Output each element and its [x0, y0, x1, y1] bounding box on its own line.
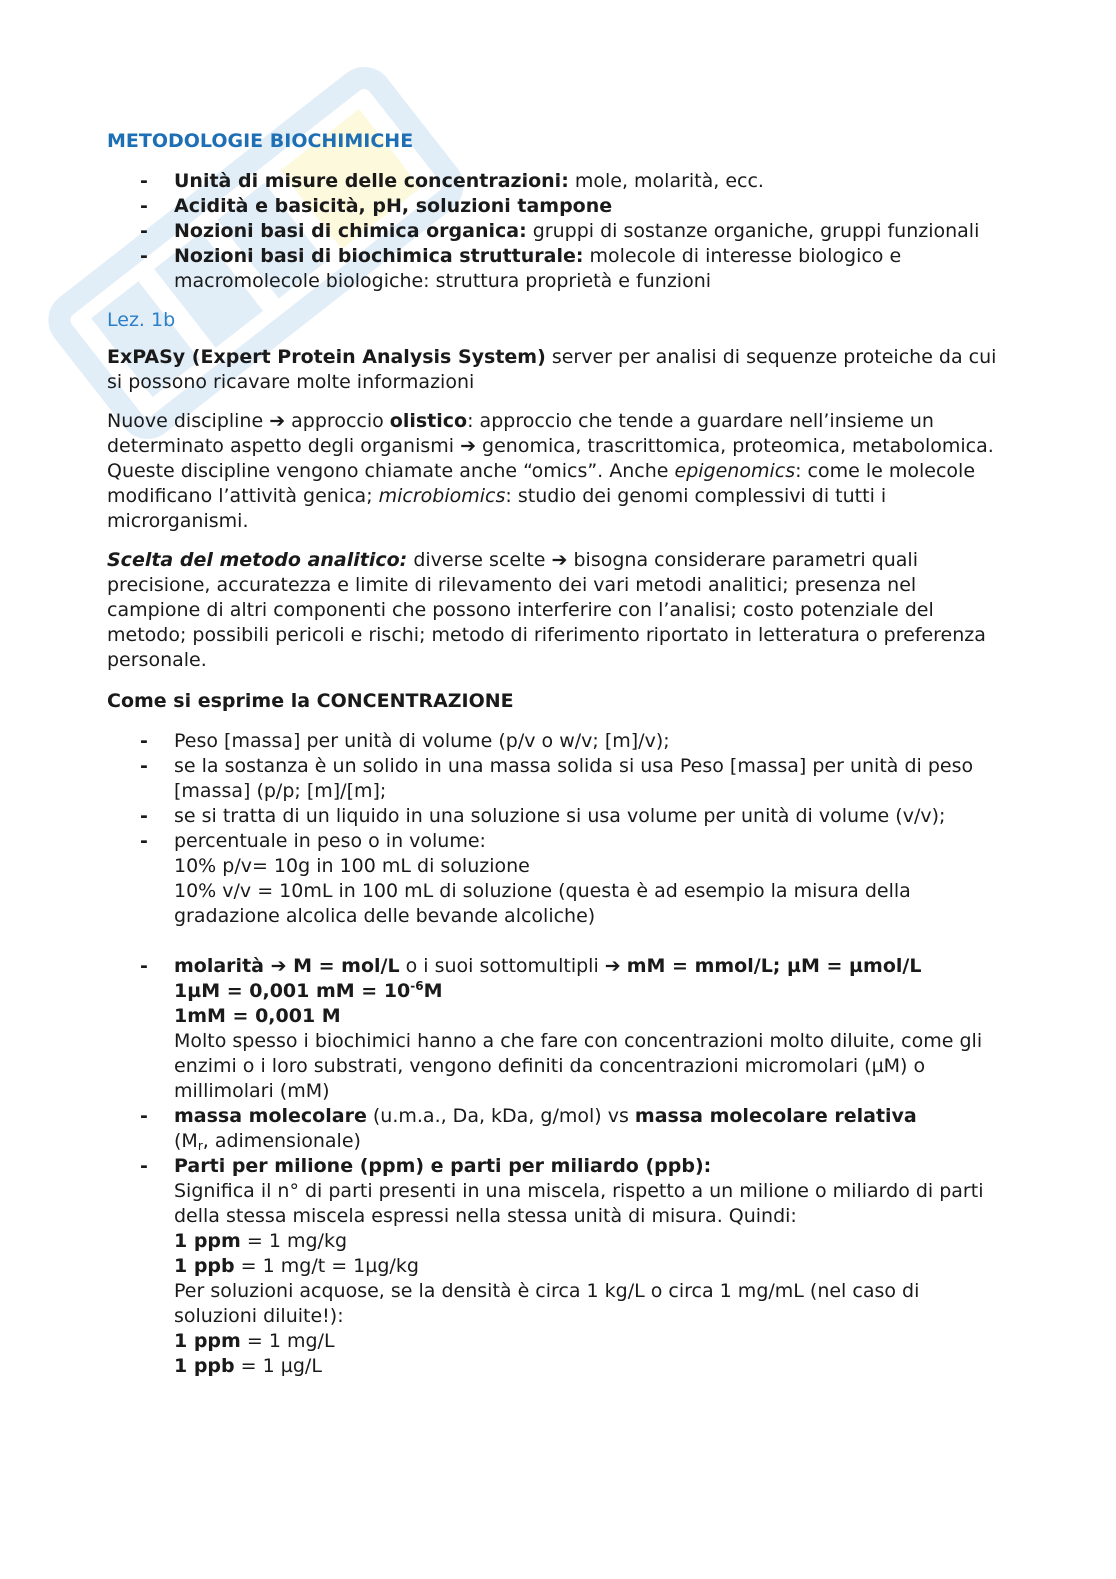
omics-paragraph: Nuove discipline ➔ approccio olistico: approccio che tende a guardare nell’insieme un determinato aspetto degli organismi ➔ genomica, trascrittomica, proteomica, metabolomica. Queste discipline vengono chiamate anche “omics”. Anche epigenomics: come le molecole modificano l’attività genica; microbiomics: studio dei genomi complessivi di tutti i microrganismi. [107, 410, 994, 532]
list-item-molarity: - molarità ➔ M = mol/L o i suoi sottomultipli ➔ mM = mmol/L; µM = µmol/L 1µM = 0,001 mM = $10^{-6}M$ 1mM = 0,001 M Molto spesso i biochimici hanno a che fare con concentrazioni molto diluite, come gli enzimi o i loro substrati, vengono definiti da concentrazioni micromolari (µM) o millimolari (mM) [107, 954, 1007, 1104]
expasy-paragraph: ExPASy (Expert Protein Analysis System) server per analisi di sequenze proteiche da cui si possono ricavare molte informazioni [107, 346, 997, 393]
list-item-ppm: - Parti per milione (ppm) e parti per miliardo (ppb): Significa il n° di parti presenti in una miscela, rispetto a un milione o miliardo di parti della stessa miscela espressi nella stessa unità di misura. Quindi: 1 ppm = 1 mg/kg 1 ppb = 1 mg/t = 1µg/kg Per soluzioni acquose, se la densità è circa 1 kg/L o circa 1 mg/mL (nel caso di soluzioni diluite!): 1 ppm = 1 mg/L 1 ppb = 1 µg/L [107, 1154, 1007, 1379]
lesson-label: Lez. 1b [107, 309, 176, 331]
list-item: - Acidità e basicità, pH, soluzioni tampone [107, 194, 1007, 219]
concentration-heading: Come si esprime la CONCENTRAZIONE [107, 690, 514, 712]
intro-list [107, 169, 1007, 294]
list-item: - Peso [massa] per unità di volume (p/v o w/v; [m]/v); [107, 729, 1007, 754]
list-item: - Nozioni basi di chimica organica: gruppi di sostanze organiche, gruppi funzionali [107, 219, 1007, 244]
list-item: - se la sostanza è un solido in una massa solida si usa Peso [massa] per unità di peso [massa] (p/p; [m]/[m]; [107, 754, 1007, 804]
list-item: - Unità di misure delle concentrazioni: mole, molarità, ecc. [107, 169, 1007, 194]
page-title: METODOLOGIE BIOCHIMICHE [107, 130, 414, 152]
concentration-list [107, 729, 1007, 1379]
list-item: - Nozioni basi di biochimica strutturale: molecole di interesse biologico e macromolecole biologiche: struttura proprietà e funzioni [107, 244, 1007, 294]
list-item: - percentuale in peso o in volume: 10% p/v= 10g in 100 mL di soluzione 10% v/v = 10mL in 100 mL di soluzione (questa è ad esempio la misura della gradazione alcolica delle bevande alcoliche) [107, 829, 1007, 929]
scelta-paragraph: Scelta del metodo analitico: diverse scelte ➔ bisogna considerare parametri quali precisione, accuratezza e limite di rilevamento dei vari metodi analitici; presenza nel campione di altri componenti che possono interferire con l’analisi; costo potenziale del metodo; possibili pericoli e rischi; metodo di riferimento riportato in letteratura o preferenza personale. [107, 549, 986, 671]
list-item-molecular-mass: - massa molecolare (u.m.a., Da, kDa, g/mol) vs massa molecolare relativa ($M_r$, adimensionale) [107, 1104, 1007, 1154]
document-page [107, 129, 1007, 1379]
list-item: - se si tratta di un liquido in una soluzione si usa volume per unità di volume (v/v); [107, 804, 1007, 829]
